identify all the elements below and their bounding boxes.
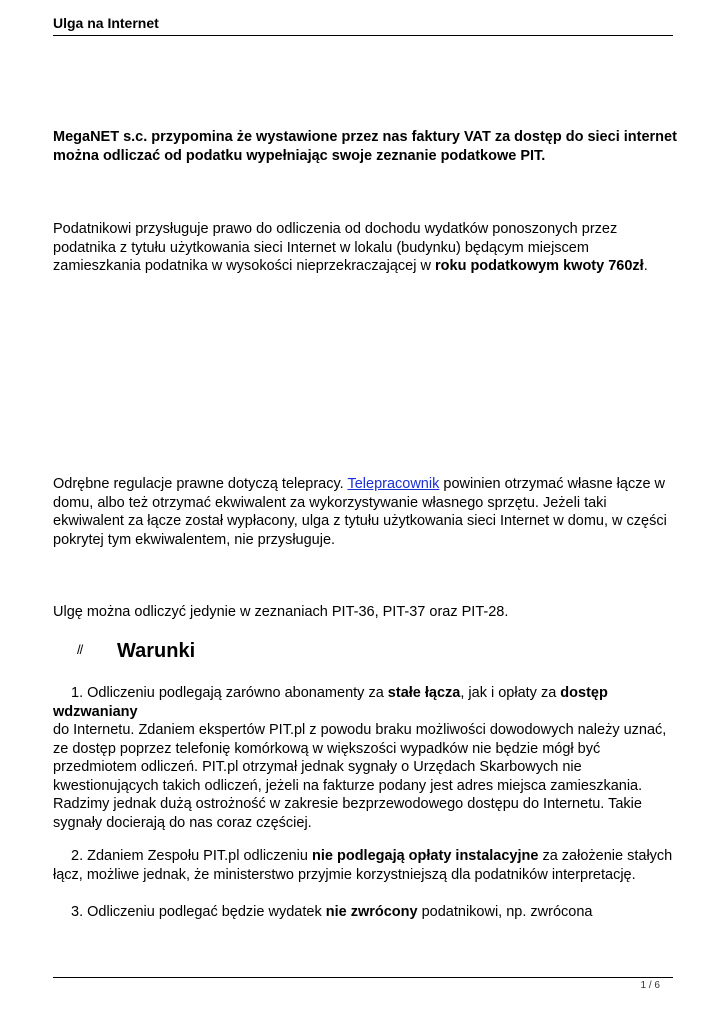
telework-text: Odrębne regulacje prawne dotyczą telepracy.: [53, 476, 348, 492]
footer-divider: [53, 977, 673, 978]
condition-text: Zdaniem Zespołu PIT.pl odliczeniu: [87, 848, 312, 864]
condition-bold: nie podlegają opłaty instalacyjne: [312, 848, 539, 864]
section-heading: Warunki: [117, 640, 196, 662]
document-title: Ulga na Internet: [53, 15, 159, 31]
condition-continuation: do Internetu. Zdaniem ekspertów PIT.pl z powodu braku możliwości dowodowych należy uznać, ze dostęp poprzez telefonię komórkową w większości wypadków nie będzie mógł być przedmiotem odliczeń. PIT.pl otrzymał jednak sygnały o Urzędach Skarbowych nie kwestionujących takich odliczeń, jeżeli na fakturze podany jest adres miejsca zamieszkania. Radzimy jednak dużą ostrożność w zakresie bezprzewodowego dostępu do Internetu. Takie sygnały docierają do nas coraz częściej.: [53, 722, 667, 831]
telepracownik-link[interactable]: Telepracownik: [347, 476, 440, 492]
condition-bold: stałe łącza: [387, 685, 461, 701]
condition-item-1: [53, 684, 677, 832]
condition-item-3: [53, 903, 677, 922]
intro-paragraph: MegaNET s.c. przypomina że wystawione przez nas faktury VAT za dostęp do sieci internet można odliczać od podatku wypełniając swoje zeznanie podatkowe PIT.: [53, 129, 677, 164]
deduction-amount: roku podatkowym kwoty 760zł: [435, 258, 644, 274]
condition-text: za założenie stałych łącz, możliwe jednak, że ministerstwo przyjmie korzystniejszą dla podatników interpretację.: [53, 848, 673, 883]
header-divider: [53, 35, 673, 36]
condition-bold: dostęp wdzwaniany: [53, 685, 608, 720]
deduction-text-end: .: [643, 258, 648, 274]
telework-text-end: powinien otrzymać własne łącze w domu, albo też otrzymać ekwiwalent za wykorzystywanie własnego sprzętu. Jeżeli taki ekwiwalent za łącze został wypłacony, ulga z tytułu użytkowania sieci Internet w domu, w części pokrytej tym ekwiwalentem, nie przysługuje.: [53, 476, 667, 548]
deduction-text: Podatnikowi przysługuje prawo do odliczenia od dochodu wydatków ponoszonych przez podatnika z tytułu użytkowania sieci Internet w lokalu (budynku) będącym miejscem zamieszkania podatnika w wysokości nieprzekraczającej w: [53, 221, 618, 274]
pit-forms-paragraph: Ulgę można odliczyć jedynie w zeznaniach PIT-36, PIT-37 oraz PIT-28.: [53, 604, 509, 620]
condition-text: Odliczeniu podlegać będzie wydatek: [87, 904, 326, 920]
condition-text: Odliczeniu podlegają zarówno abonamenty za: [87, 685, 388, 701]
section-marker: //: [77, 642, 83, 657]
condition-number: 1.: [71, 685, 84, 701]
condition-number: 2.: [71, 848, 84, 864]
telework-paragraph: [53, 475, 677, 549]
condition-text: podatnikowi, np. zwrócona: [417, 904, 593, 920]
condition-bold: nie zwrócony: [325, 904, 418, 920]
deduction-paragraph: [53, 220, 677, 276]
condition-item-2: [53, 847, 677, 884]
condition-text: , jak i opłaty za: [460, 685, 561, 701]
page-number: 1 / 6: [640, 980, 660, 991]
condition-number: 3.: [71, 904, 84, 920]
